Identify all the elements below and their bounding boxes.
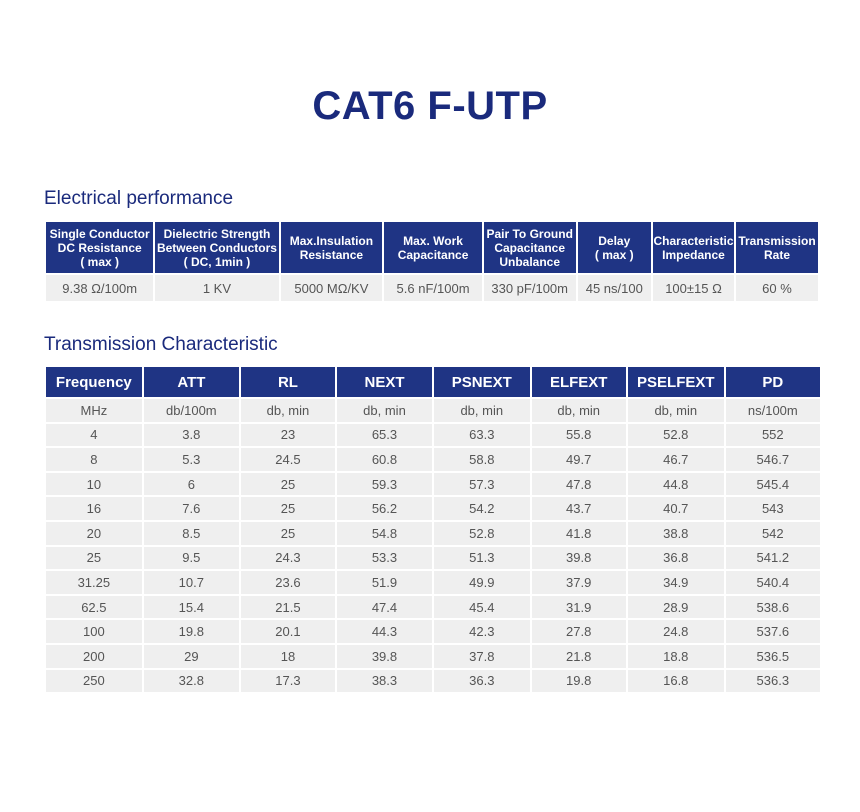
table-row: [46, 522, 820, 545]
table-cell: 51.3: [434, 547, 529, 570]
table-row: [46, 424, 820, 447]
table-cell: 41.8: [532, 522, 626, 545]
transmission-characteristic-heading: Transmission Characteristic: [44, 334, 278, 355]
table-cell: 536.3: [726, 670, 820, 693]
table-cell: 10.7: [144, 571, 239, 594]
table-cell: 46.7: [628, 448, 724, 471]
table-row: [46, 670, 820, 693]
table-cell: 541.2: [726, 547, 820, 570]
table-cell: 100±15 Ω: [653, 275, 734, 301]
column-header: PSNEXT: [434, 367, 529, 397]
header-line: Pair To Ground: [486, 226, 573, 241]
table-cell: 52.8: [434, 522, 529, 545]
table-cell: 18: [241, 645, 335, 668]
table-cell: 45 ns/100: [578, 275, 651, 301]
table-cell: 42.3: [434, 620, 529, 643]
table-cell: 15.4: [144, 596, 239, 619]
table-cell: 5000 MΩ/KV: [281, 275, 383, 301]
column-header: [484, 222, 576, 273]
table-cell: 47.8: [532, 473, 626, 496]
table-cell: 100: [46, 620, 142, 643]
table-cell: 39.8: [532, 547, 626, 570]
table-cell: 3.8: [144, 424, 239, 447]
column-header: [281, 222, 383, 273]
table-cell: 40.7: [628, 497, 724, 520]
header-line: Capacitance: [397, 247, 469, 262]
column-header: [46, 222, 153, 273]
electrical-performance-table: [44, 220, 820, 303]
table-cell: 36.8: [628, 547, 724, 570]
table-cell: 37.8: [434, 645, 529, 668]
table-cell: 24.8: [628, 620, 724, 643]
table-cell: 34.9: [628, 571, 724, 594]
units-row: [46, 399, 820, 422]
table-row: [46, 547, 820, 570]
header-line: Rate: [763, 247, 790, 262]
unit-cell: ns/100m: [726, 399, 820, 422]
table-cell: 56.2: [337, 497, 432, 520]
table-cell: 44.8: [628, 473, 724, 496]
table-cell: 44.3: [337, 620, 432, 643]
column-header: Frequency: [46, 367, 142, 397]
header-line: Transmission: [738, 233, 816, 248]
table-cell: 20.1: [241, 620, 335, 643]
unit-cell: db, min: [628, 399, 724, 422]
header-line: DC Resistance: [57, 240, 142, 255]
table-cell: 8.5: [144, 522, 239, 545]
table-cell: 5.6 nF/100m: [384, 275, 482, 301]
table-cell: 200: [46, 645, 142, 668]
column-header: PD: [726, 367, 820, 397]
table-cell: 31.9: [532, 596, 626, 619]
table-cell: 545.4: [726, 473, 820, 496]
table-cell: 6: [144, 473, 239, 496]
table-cell: 536.5: [726, 645, 820, 668]
table-cell: 25: [46, 547, 142, 570]
column-header: [384, 222, 482, 273]
table-cell: 28.9: [628, 596, 724, 619]
header-line: Capacitance: [494, 240, 566, 255]
table-cell: 250: [46, 670, 142, 693]
table-cell: 24.3: [241, 547, 335, 570]
table-cell: 25: [241, 497, 335, 520]
table-cell: 39.8: [337, 645, 432, 668]
table-cell: 38.3: [337, 670, 432, 693]
table-cell: 51.9: [337, 571, 432, 594]
unit-cell: db, min: [434, 399, 529, 422]
header-line: ( max ): [80, 254, 120, 269]
table-cell: 54.2: [434, 497, 529, 520]
unit-cell: db, min: [241, 399, 335, 422]
table-cell: 63.3: [434, 424, 529, 447]
table-cell: 330 pF/100m: [484, 275, 576, 301]
table-cell: 55.8: [532, 424, 626, 447]
column-header: PSELFEXT: [628, 367, 724, 397]
column-header: [578, 222, 651, 273]
column-header: [653, 222, 734, 273]
table-row: [46, 645, 820, 668]
table-cell: 38.8: [628, 522, 724, 545]
header-line: Resistance: [299, 247, 364, 262]
table-cell: 29: [144, 645, 239, 668]
table-cell: 43.7: [532, 497, 626, 520]
table-cell: 19.8: [532, 670, 626, 693]
unit-cell: db, min: [337, 399, 432, 422]
table-cell: 27.8: [532, 620, 626, 643]
header-line: Single Conductor: [49, 226, 150, 241]
column-header: ATT: [144, 367, 239, 397]
table-cell: 62.5: [46, 596, 142, 619]
table-cell: 18.8: [628, 645, 724, 668]
unit-cell: db, min: [532, 399, 626, 422]
table-cell: 60 %: [736, 275, 818, 301]
table-cell: 537.6: [726, 620, 820, 643]
table-cell: 36.3: [434, 670, 529, 693]
table-cell: 540.4: [726, 571, 820, 594]
column-header: NEXT: [337, 367, 432, 397]
table-cell: 59.3: [337, 473, 432, 496]
header-line: Impedance: [662, 247, 725, 262]
unit-cell: MHz: [46, 399, 142, 422]
unit-cell: db/100m: [144, 399, 239, 422]
table-cell: 546.7: [726, 448, 820, 471]
table-cell: 543: [726, 497, 820, 520]
table-cell: 53.3: [337, 547, 432, 570]
table-cell: 9.38 Ω/100m: [46, 275, 153, 301]
table-row: [46, 473, 820, 496]
table-cell: 57.3: [434, 473, 529, 496]
table-cell: 10: [46, 473, 142, 496]
table-cell: 21.5: [241, 596, 335, 619]
electrical-performance-heading: Electrical performance: [44, 188, 234, 209]
table-cell: 54.8: [337, 522, 432, 545]
table-cell: 49.9: [434, 571, 529, 594]
table-cell: 52.8: [628, 424, 724, 447]
column-header: RL: [241, 367, 335, 397]
table-cell: 25: [241, 522, 335, 545]
table-cell: 21.8: [532, 645, 626, 668]
header-line: ( DC, 1min ): [183, 254, 251, 269]
table-row: [46, 620, 820, 643]
table-cell: 31.25: [46, 571, 142, 594]
transmission-characteristic-table: [44, 365, 822, 694]
header-line: Between Conductors: [156, 240, 277, 255]
table-row: [46, 571, 820, 594]
table-cell: 9.5: [144, 547, 239, 570]
table-cell: 1 KV: [155, 275, 278, 301]
table-cell: 552: [726, 424, 820, 447]
header-line: Max. Work: [403, 233, 463, 248]
table-cell: 23.6: [241, 571, 335, 594]
table-cell: 19.8: [144, 620, 239, 643]
page-title: CAT6 F-UTP: [312, 84, 548, 128]
column-header: [155, 222, 278, 273]
table-cell: 8: [46, 448, 142, 471]
table-row: [46, 596, 820, 619]
table-cell: 45.4: [434, 596, 529, 619]
table-cell: 542: [726, 522, 820, 545]
table-row: [46, 448, 820, 471]
header-line: Dielectric Strength: [163, 226, 271, 241]
table-cell: 32.8: [144, 670, 239, 693]
table-cell: 17.3: [241, 670, 335, 693]
table-cell: 25: [241, 473, 335, 496]
table-cell: 538.6: [726, 596, 820, 619]
header-line: Max.Insulation: [289, 233, 374, 248]
table-cell: 24.5: [241, 448, 335, 471]
table-cell: 4: [46, 424, 142, 447]
column-header: [736, 222, 818, 273]
header-line: Characteristic: [653, 233, 734, 248]
table-cell: 16.8: [628, 670, 724, 693]
table-cell: 47.4: [337, 596, 432, 619]
header-line: ( max ): [594, 247, 634, 262]
table-cell: 7.6: [144, 497, 239, 520]
column-header: ELFEXT: [532, 367, 626, 397]
table-cell: 5.3: [144, 448, 239, 471]
table-cell: 60.8: [337, 448, 432, 471]
table-cell: 58.8: [434, 448, 529, 471]
table-cell: 49.7: [532, 448, 626, 471]
table-cell: 20: [46, 522, 142, 545]
table-cell: 37.9: [532, 571, 626, 594]
table-cell: 23: [241, 424, 335, 447]
table-cell: 65.3: [337, 424, 432, 447]
header-line: Delay: [598, 233, 631, 248]
table-cell: 16: [46, 497, 142, 520]
header-line: Unbalance: [499, 254, 561, 269]
table-row: [46, 497, 820, 520]
